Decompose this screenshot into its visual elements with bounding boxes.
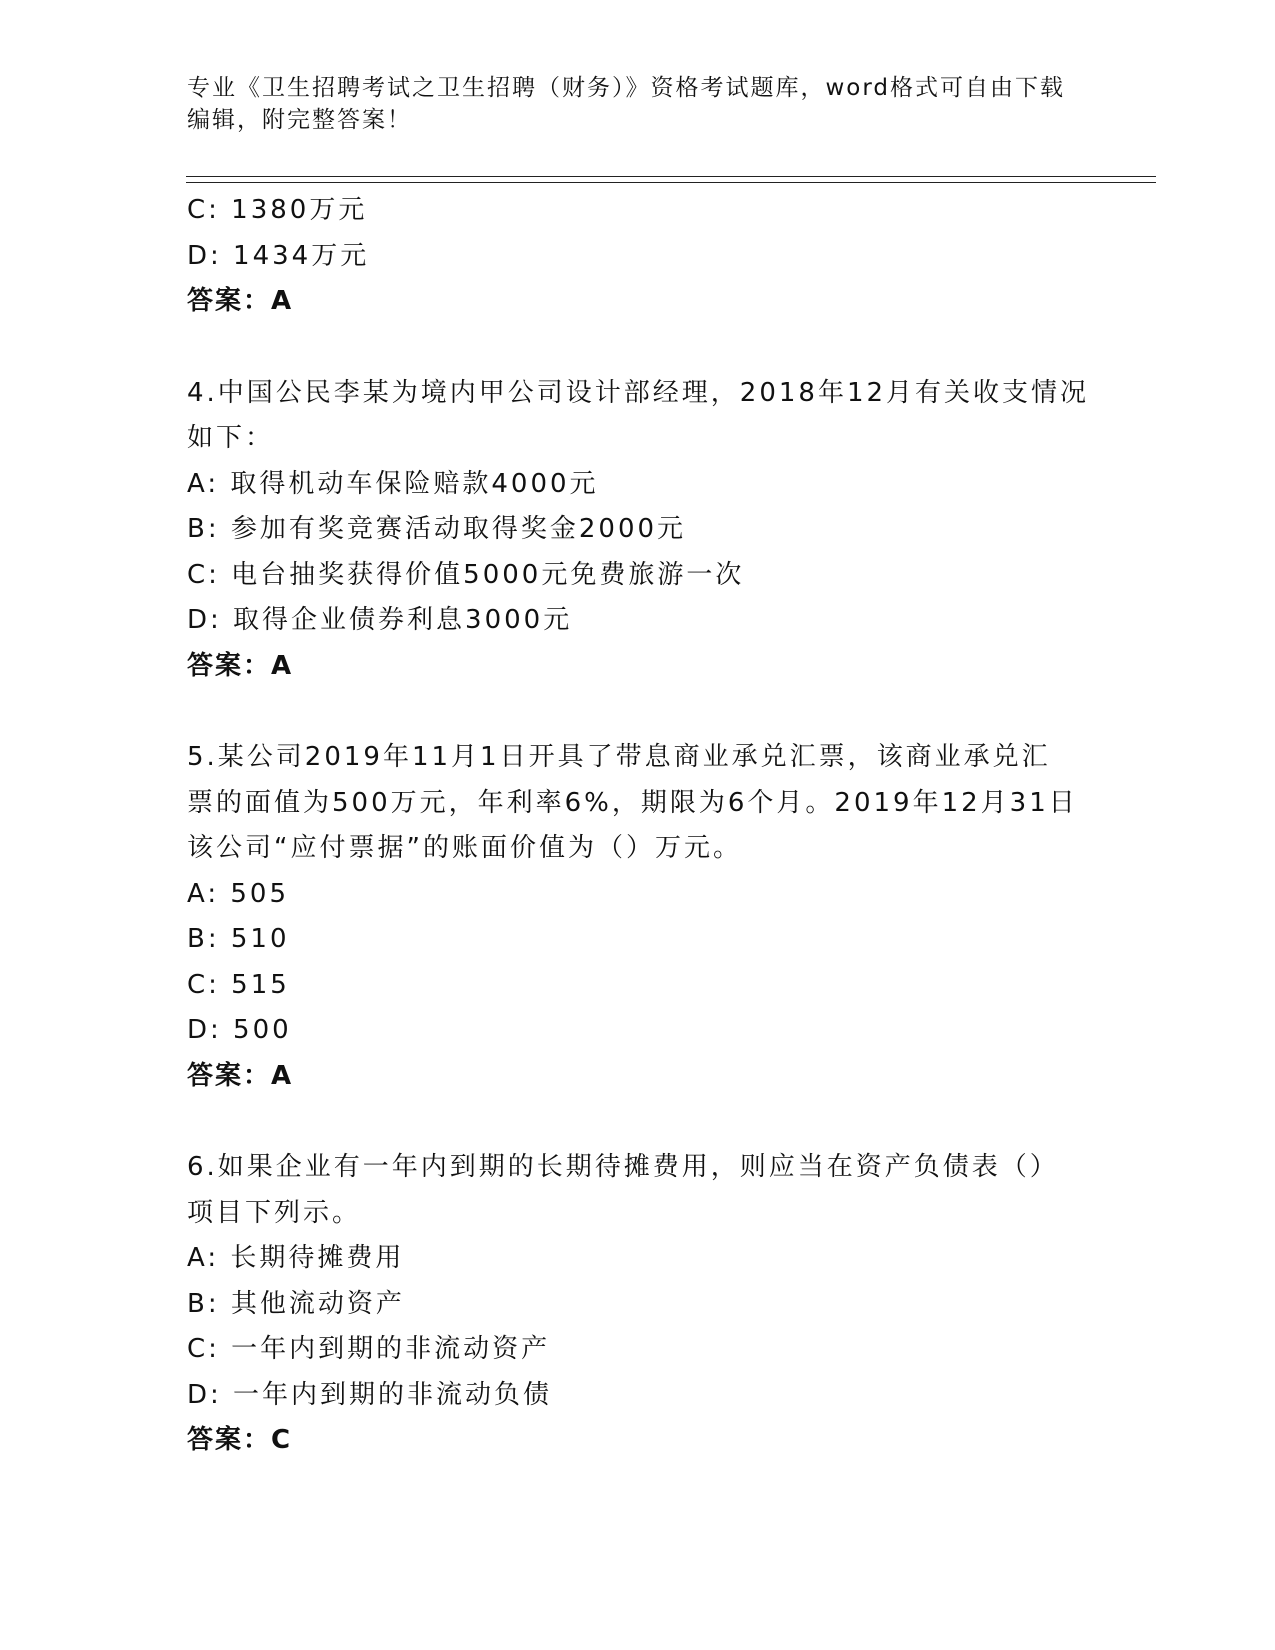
- question-4: [187, 371, 1090, 690]
- question-list: [187, 188, 1090, 1464]
- answer-line: 答案：A: [187, 1060, 294, 1091]
- answer-line: 答案：C: [187, 1425, 293, 1455]
- option-d: D: 一年内到期的非流动负债: [187, 1379, 553, 1410]
- option-b: B: 510: [187, 924, 290, 954]
- answer-line: 答案：A: [187, 286, 294, 316]
- option-b: B: 参加有奖竞赛活动取得奖金2000元: [187, 514, 687, 544]
- question-5: [187, 735, 1087, 1099]
- option-a: A: 505: [187, 878, 289, 909]
- option-a: A: 长期待摊费用: [187, 1243, 405, 1273]
- option-d: D: 1434万元: [187, 240, 370, 271]
- answer-line: 答案：A: [187, 650, 294, 681]
- question-3-tail: [187, 188, 1087, 325]
- option-b: B: 其他流动资产: [187, 1288, 405, 1319]
- header-divider-top: [186, 176, 1156, 177]
- option-c: C: 一年内到期的非流动资产: [187, 1334, 551, 1364]
- question-stem: 该公司“应付票据”的账面价值为（）万元。: [187, 833, 742, 863]
- question-stem: 如下：: [187, 423, 275, 453]
- document-header: 专业《卫生招聘考试之卫生招聘（财务）》资格考试题库，word格式可自由下载编辑，附完整答案！: [187, 75, 1066, 133]
- option-c: C: 515: [187, 969, 290, 1000]
- spacer: [187, 1099, 1087, 1145]
- question-stem: 4.中国公民李某为境内甲公司设计部经理，2018年12月有关收支情况: [187, 377, 1090, 408]
- option-a: A: 取得机动车保险赔款4000元: [187, 468, 599, 499]
- header-divider-bottom: [186, 182, 1156, 183]
- option-c: C: 电台抽奖获得价值5000元免费旅游一次: [187, 559, 745, 590]
- spacer: [187, 689, 1087, 735]
- question-6: [187, 1145, 1087, 1464]
- option-c: C: 1380万元: [187, 195, 368, 225]
- question-stem: 项目下列示。: [187, 1197, 362, 1228]
- question-stem: 票的面值为500万元，年利率6%，期限为6个月。2019年12月31日: [187, 787, 1078, 818]
- question-stem: 6.如果企业有一年内到期的长期待摊费用，则应当在资产负债表（）: [187, 1152, 1059, 1182]
- spacer: [187, 325, 1087, 371]
- question-stem: 5.某公司2019年11月1日开具了带息商业承兑汇票，该商业承兑汇: [187, 742, 1051, 772]
- option-d: D: 500: [187, 1015, 292, 1045]
- option-d: D: 取得企业债券利息3000元: [187, 605, 573, 635]
